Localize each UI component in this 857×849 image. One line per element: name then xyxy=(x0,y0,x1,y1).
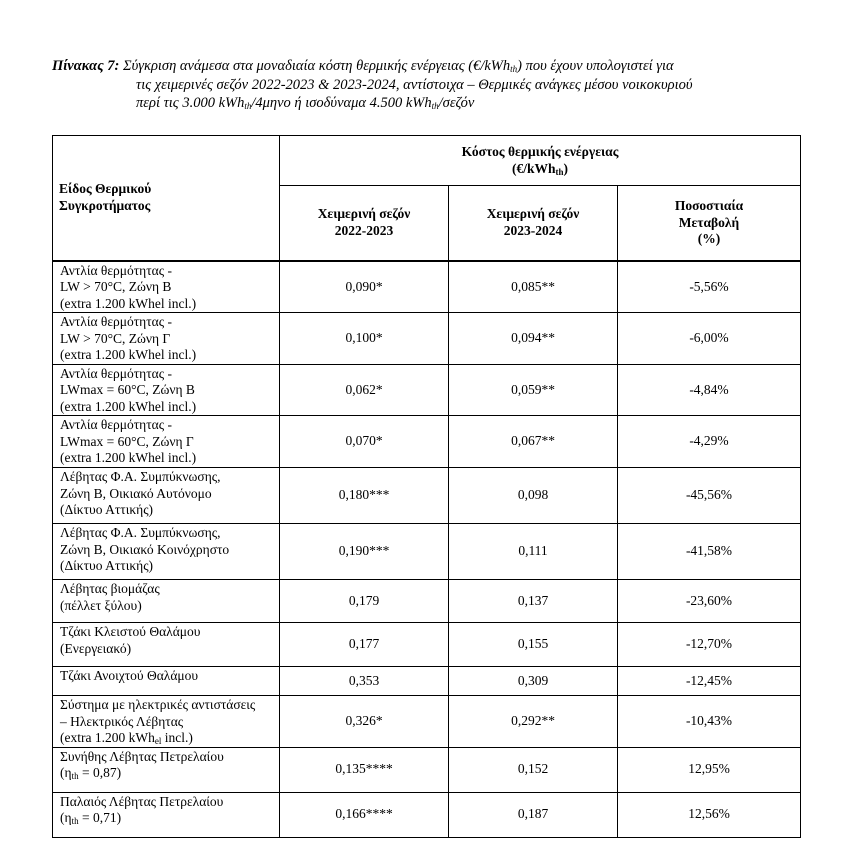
percentage-change-cell: -45,56% xyxy=(618,468,801,524)
table-header xyxy=(53,136,801,261)
percentage-change-cell: -10,43% xyxy=(618,696,801,748)
cost-2023-2024-cell: 0,309 xyxy=(449,667,618,696)
cost-2022-2023-cell: 0,326* xyxy=(280,696,449,748)
system-type-cell: Συνήθης Λέβητας Πετρελαίου $(\eta_{th} = 0,87)$ xyxy=(53,747,280,792)
cost-2023-2024-cell: 0,098 xyxy=(449,468,618,524)
cost-2023-2024-cell: 0,085** xyxy=(449,261,618,313)
caption-label: Πίνακας 7: xyxy=(52,58,120,74)
table-row xyxy=(53,580,801,623)
header-energy-cost: Κόστος θερμικής ενέργειας (€/kWh$_{th}$) xyxy=(280,136,801,186)
caption-line-1: Πίνακας 7: Σύγκριση ανάμεσα στα μοναδιαία κόστη θερμικής ενέργειας (€/kWh$_{th}$) που έχουν υπολογιστεί για xyxy=(52,58,674,74)
system-type-cell: Αντλία θερμότητας - LWmax = 60°C, Ζώνη Γ (extra 1.200 kWhel incl.) xyxy=(53,416,280,468)
cost-2023-2024-cell: 0,187 xyxy=(449,792,618,837)
header-system-type: Είδος Θερμικού Συγκροτήματος xyxy=(53,136,280,261)
system-type-cell: Αντλία θερμότητας - LWmax = 60°C, Ζώνη Β (extra 1.200 kWhel incl.) xyxy=(53,364,280,416)
system-type-cell: Παλαιός Λέβητας Πετρελαίου $(\eta_{th} = 0,71)$ xyxy=(53,792,280,837)
table-row xyxy=(53,261,801,313)
percentage-change-cell: -6,00% xyxy=(618,313,801,365)
cost-2022-2023-cell: 0,166**** xyxy=(280,792,449,837)
cost-2023-2024-cell: 0,094** xyxy=(449,313,618,365)
percentage-change-cell: -12,45% xyxy=(618,667,801,696)
cost-2022-2023-cell: 0,070* xyxy=(280,416,449,468)
table-row xyxy=(53,623,801,667)
cost-comparison-table xyxy=(52,135,801,838)
percentage-change-cell: -5,56% xyxy=(618,261,801,313)
percentage-change-cell: -41,58% xyxy=(618,524,801,580)
cost-2023-2024-cell: 0,152 xyxy=(449,747,618,792)
percentage-change-cell: -4,84% xyxy=(618,364,801,416)
header-percentage-change: Ποσοστιαία Μεταβολή (%) xyxy=(618,186,801,261)
table-caption xyxy=(52,57,812,113)
system-type-cell: Σύστημα με ηλεκτρικές αντιστάσεις – Ηλεκτρικός Λέβητας (extra 1.200 kWh$_{el}$ incl.) xyxy=(53,696,280,748)
caption-line-2: τις χειμερινές σεζόν 2022-2023 & 2023-2024, αντίστοιχα – Θερμικές ανάγκες μέσου νοικοκυριού xyxy=(136,76,693,93)
system-type-cell: Τζάκι Ανοιχτού Θαλάμου xyxy=(53,667,280,696)
system-type-cell: Λέβητας Φ.Α. Συμπύκνωσης, Ζώνη Β, Οικιακό Αυτόνομο (Δίκτυο Αττικής) xyxy=(53,468,280,524)
cost-2022-2023-cell: 0,353 xyxy=(280,667,449,696)
cost-2022-2023-cell: 0,190*** xyxy=(280,524,449,580)
cost-2022-2023-cell: 0,100* xyxy=(280,313,449,365)
cost-2022-2023-cell: 0,090* xyxy=(280,261,449,313)
table-row xyxy=(53,313,801,365)
table-row xyxy=(53,747,801,792)
cost-2023-2024-cell: 0,059** xyxy=(449,364,618,416)
cost-2023-2024-cell: 0,067** xyxy=(449,416,618,468)
table-row xyxy=(53,696,801,748)
percentage-change-cell: -12,70% xyxy=(618,623,801,667)
cost-2023-2024-cell: 0,137 xyxy=(449,580,618,623)
cost-2022-2023-cell: 0,135**** xyxy=(280,747,449,792)
percentage-change-cell: -4,29% xyxy=(618,416,801,468)
percentage-change-cell: 12,95% xyxy=(618,747,801,792)
cost-2023-2024-cell: 0,292** xyxy=(449,696,618,748)
cost-2022-2023-cell: 0,062* xyxy=(280,364,449,416)
percentage-change-cell: 12,56% xyxy=(618,792,801,837)
cost-2022-2023-cell: 0,177 xyxy=(280,623,449,667)
system-type-cell: Λέβητας βιομάζας (πέλλετ ξύλου) xyxy=(53,580,280,623)
table-row xyxy=(53,364,801,416)
table-row xyxy=(53,667,801,696)
system-type-cell: Τζάκι Κλειστού Θαλάμου (Ενεργειακό) xyxy=(53,623,280,667)
cost-2022-2023-cell: 0,180*** xyxy=(280,468,449,524)
header-season-2023-2024: Χειμερινή σεζόν 2023-2024 xyxy=(449,186,618,261)
system-type-cell: Αντλία θερμότητας - LW > 70°C, Ζώνη Γ (extra 1.200 kWhel incl.) xyxy=(53,313,280,365)
header-season-2022-2023: Χειμερινή σεζόν 2022-2023 xyxy=(280,186,449,261)
cost-2023-2024-cell: 0,111 xyxy=(449,524,618,580)
system-type-cell: Λέβητας Φ.Α. Συμπύκνωσης, Ζώνη Β, Οικιακό Κοινόχρηστο (Δίκτυο Αττικής) xyxy=(53,524,280,580)
table-body xyxy=(53,261,801,838)
percentage-change-cell: -23,60% xyxy=(618,580,801,623)
table-row xyxy=(53,468,801,524)
system-type-cell: Αντλία θερμότητας - LW > 70°C, Ζώνη Β (extra 1.200 kWhel incl.) xyxy=(53,261,280,313)
cost-2022-2023-cell: 0,179 xyxy=(280,580,449,623)
table-row xyxy=(53,416,801,468)
caption-line-3: περί τις 3.000 kWh$_{th}$/4μηνο ή ισοδύναμα 4.500 kWh$_{th}$/σεζόν xyxy=(136,95,475,111)
table-row xyxy=(53,524,801,580)
table-row xyxy=(53,792,801,837)
cost-2023-2024-cell: 0,155 xyxy=(449,623,618,667)
